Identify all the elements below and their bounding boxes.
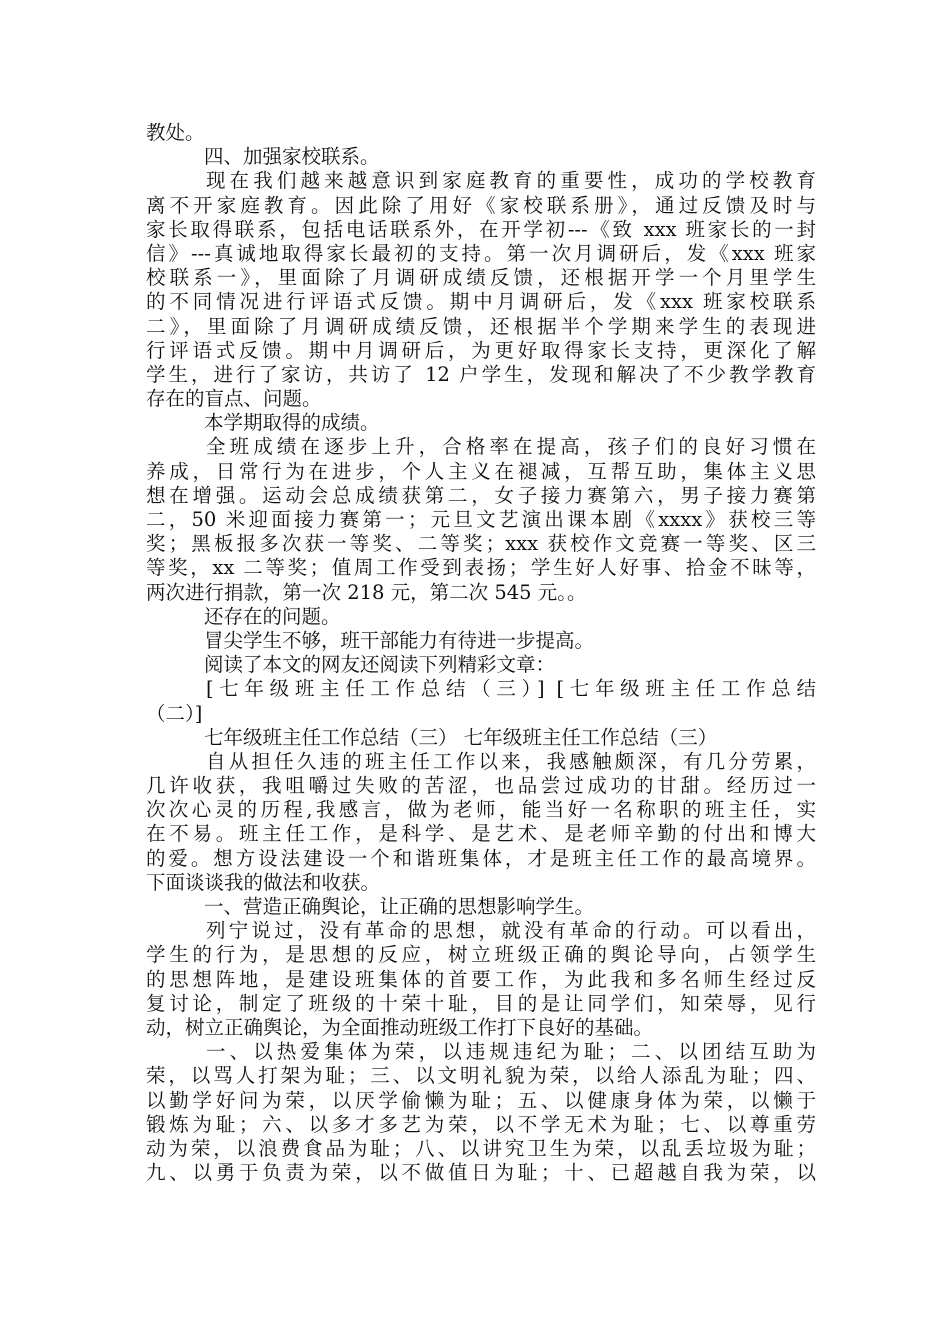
text-line: 在不易。班主任工作，是科学、是艺术、是老师辛勤的付出和博大	[146, 822, 816, 846]
text-line: 行评语式反馈。期中月调研后，为更好取得家长支持，更深化了解	[146, 338, 816, 362]
text-line: 二，50 米迎面接力赛第一；元旦文艺演出课本剧《xxxx》获校三等	[146, 508, 816, 531]
text-line: 学生的行为，是思想的反应，树立班级正确的舆论导向，占领学生	[146, 943, 816, 967]
text-line: 一、营造正确舆论，让正确的思想影响学生。	[204, 895, 595, 918]
text-line: 荣，以骂人打架为耻；三、以文明礼貌为荣，以给人添乱为耻；四、	[146, 1064, 816, 1088]
text-line: 动，树立正确舆论，为全面推动班级工作打下良好的基础。	[146, 1015, 654, 1039]
text-line: 养成，日常行为在进步，个人主义在褪减，互帮互助，集体主义思	[146, 459, 816, 483]
text-line: 想在增强。运动会总成绩获第二，女子接力赛第六，男子接力赛第	[146, 483, 816, 507]
text-line: （二）]	[146, 701, 203, 725]
text-line: 九、以勇于负责为荣，以不做值日为耻；十、已超越自我为荣，以	[146, 1161, 816, 1185]
text-line: [七年级班主任工作总结（三）] [七年级班主任工作总结	[206, 677, 816, 701]
text-line: 次次心灵的历程,我感言，做为老师，能当好一名称职的班主任，实	[146, 798, 816, 822]
text-line: 全班成绩在逐步上升，合格率在提高，孩子们的良好习惯在	[206, 435, 816, 459]
text-line: 离不开家庭教育。因此除了用好《家校联系册》，通过反馈及时与	[146, 193, 816, 217]
text-line: 家长取得联系，包括电话联系外，在开学初---《致 xxx 班家长的一封	[146, 217, 816, 241]
text-line: 七年级班主任工作总结（三） 七年级班主任工作总结（三）	[204, 725, 718, 749]
text-line: 本学期取得的成绩。	[204, 411, 380, 435]
text-line: 信》---真诚地取得家长最初的支持。第一次月调研后，发《xxx 班家	[146, 241, 816, 265]
text-line: 动为荣，以浪费食品为耻；八、以讲究卫生为荣，以乱丢垃圾为耻；	[146, 1136, 816, 1160]
text-line: 的不同情况进行评语式反馈。期中月调研后，发《xxx 班家校联系	[146, 290, 816, 314]
text-line: 现在我们越来越意识到家庭教育的重要性，成功的学校教育	[206, 169, 816, 193]
text-line: 列宁说过，没有革命的思想，就没有革命的行动。可以看出，	[206, 919, 816, 943]
text-line: 锻炼为耻；六、以多才多艺为荣，以不学无术为耻；七、以尊重劳	[146, 1112, 816, 1136]
text-line: 阅读了本文的网友还阅读下列精彩文章：	[204, 653, 556, 677]
text-line: 奖；黑板报多次获一等奖、二等奖；xxx 获校作文竞赛一等奖、区三	[146, 532, 816, 556]
text-line: 的爱。想方设法建设一个和谐班集体，才是班主任工作的最高境界。	[146, 846, 816, 870]
text-line: 的思想阵地，是建设班集体的首要工作，为此我和多名师生经过反	[146, 967, 816, 991]
text-line: 校联系一》，里面除了月调研成绩反馈，还根据开学一个月里学生	[146, 266, 816, 290]
document-body	[146, 121, 816, 1185]
text-line: 复讨论，制定了班级的十荣十耻，目的是让同学们，知荣辱，见行	[146, 991, 816, 1015]
text-line: 自从担任久违的班主任工作以来，我感触颇深，有几分劳累，	[206, 749, 816, 773]
text-line: 存在的盲点、问题。	[146, 387, 322, 411]
text-line: 冒尖学生不够，班干部能力有待进一步提高。	[204, 628, 595, 652]
text-line: 学生，进行了家访，共访了 12 户学生，发现和解决了不少教学教育	[146, 362, 816, 386]
text-line: 下面谈谈我的做法和收获。	[146, 870, 381, 894]
text-line: 等奖，xx 二等奖；值周工作受到表扬；学生好人好事、拾金不昧等，	[146, 556, 816, 580]
text-line: 以勤学好问为荣，以厌学偷懒为耻；五、以健康身体为荣，以懒于	[146, 1088, 816, 1112]
text-line: 两次进行捐款，第一次 218 元，第二次 545 元。。	[146, 580, 587, 604]
text-line: 几许收获，我咀嚼过失败的苦涩，也品尝过成功的甘甜。经历过一	[146, 774, 816, 798]
text-line: 还存在的问题。	[204, 604, 341, 628]
text-line: 一、以热爱集体为荣，以违规违纪为耻；二、以团结互助为	[206, 1040, 816, 1064]
text-line: 四、加强家校联系。	[204, 145, 380, 169]
text-line: 二》，里面除了月调研成绩反馈，还根据半个学期来学生的表现进	[146, 314, 816, 338]
text-line: 教处。	[146, 121, 205, 144]
